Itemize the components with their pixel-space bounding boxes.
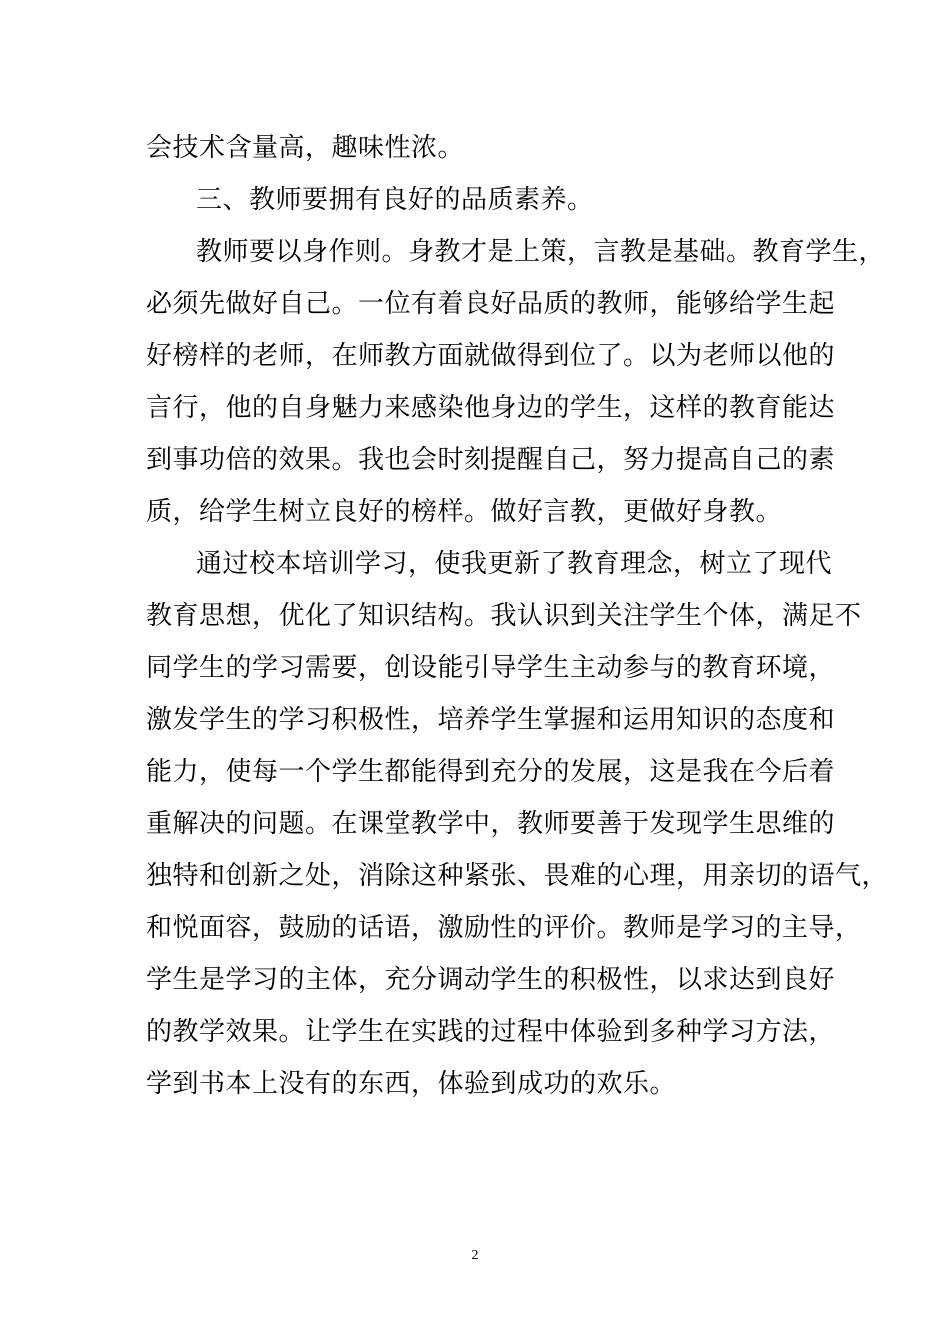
section-heading: 三、教师要拥有良好的品质素养。 xyxy=(196,185,594,215)
text-line-8: 质，给学生树立良好的榜样。做好言教，更做好身教。 xyxy=(146,497,783,527)
text-line-15: 独特和创新之处，消除这种紧张、畏难的心理，用亲切的语气， xyxy=(146,861,889,891)
text-line-7: 到事功倍的效果。我也会时刻提醒自己，努力提高自己的素 xyxy=(146,445,836,475)
text-line-18: 的教学效果。让学生在实践的过程中体验到多种学习方法， xyxy=(146,1017,836,1047)
text-line-9: 通过校本培训学习，使我更新了教育理念，树立了现代 xyxy=(196,549,833,579)
text-line-4: 必须先做好自己。一位有着良好品质的教师，能够给学生起 xyxy=(146,289,836,319)
text-line-19: 学到书本上没有的东西，体验到成功的欢乐。 xyxy=(146,1069,677,1099)
text-line-6: 言行，他的自身魅力来感染他身边的学生，这样的教育能达 xyxy=(146,393,836,423)
text-line-13: 能力，使每一个学生都能得到充分的发展，这是我在今后着 xyxy=(146,757,836,787)
text-line-1: 会技术含量高，趣味性浓。 xyxy=(146,133,465,163)
text-line-12: 激发学生的学习积极性，培养学生掌握和运用知识的态度和 xyxy=(146,705,836,735)
page-number: 2 xyxy=(471,1248,479,1263)
text-line-17: 学生是学习的主体，充分调动学生的积极性，以求达到良好 xyxy=(146,965,836,995)
text-line-16: 和悦面容，鼓励的话语，激励性的评价。教师是学习的主导， xyxy=(146,913,862,943)
text-line-11: 同学生的学习需要，创设能引导学生主动参与的教育环境， xyxy=(146,653,836,683)
text-line-5: 好榜样的老师，在师教方面就做得到位了。以为老师以他的 xyxy=(146,341,836,371)
text-line-10: 教育思想，优化了知识结构。我认识到关注学生个体，满足不 xyxy=(146,601,862,631)
text-line-3: 教师要以身作则。身教才是上策，言教是基础。教育学生， xyxy=(196,237,886,267)
text-line-14: 重解决的问题。在课堂教学中，教师要善于发现学生思维的 xyxy=(146,809,836,839)
